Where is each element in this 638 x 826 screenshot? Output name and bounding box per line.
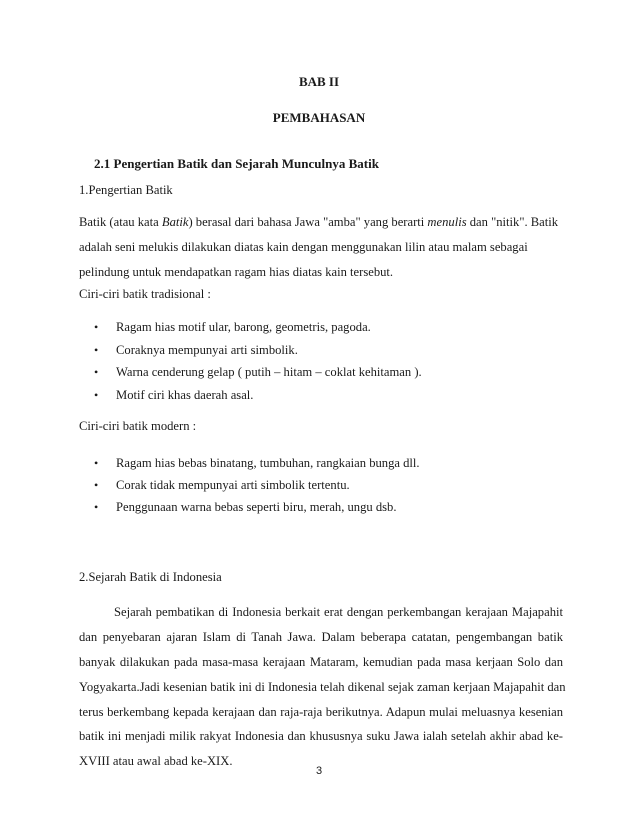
- list-item: • Warna cenderung gelap ( putih – hitam – coklat kehitaman ).: [94, 365, 422, 379]
- paragraph-line: dan penyebaran ajaran Islam di Tanah Jawa. Dalam beberapa catatan, pengembangan batik: [79, 630, 563, 644]
- intro-line-3: pelindung untuk mendapatkan ragam hias diatas kain tersebut.: [79, 265, 394, 279]
- paragraph-line: batik ini menjadi milik rakyat Indonesia dan khususnya suku Jawa ialah setelah akhir abad ke-: [79, 729, 563, 743]
- list-item: • Ragam hias motif ular, barong, geometris, pagoda.: [94, 320, 371, 334]
- bullet-icon: •: [94, 478, 99, 492]
- bullet-icon: •: [94, 456, 99, 470]
- list-item: • Ragam hias bebas binatang, tumbuhan, rangkaian bunga dll.: [94, 456, 420, 470]
- section-title: PEMBAHASAN: [272, 110, 366, 125]
- modern-label: Ciri-ciri batik modern :: [79, 419, 197, 433]
- paragraph-line: Yogyakarta.Jadi kesenian batik ini di Indonesia telah dikenal sejak zaman kerjaan Majapahit dan: [79, 680, 566, 694]
- traditional-label: Ciri-ciri batik tradisional :: [79, 287, 211, 301]
- list-item: • Coraknya mempunyai arti simbolik.: [94, 343, 298, 357]
- list-item: • Corak tidak mempunyai arti simbolik tertentu.: [94, 478, 350, 492]
- bullet-icon: •: [94, 388, 99, 402]
- paragraph-line: banyak dilakukan pada masa-masa kerajaan Mataram, kemudian pada masa kerjaan Solo dan: [79, 655, 563, 669]
- paragraph-line: Sejarah pembatikan di Indonesia berkait erat dengan perkembangan kerajaan Majapahit: [114, 605, 563, 619]
- page-number: 3: [315, 765, 323, 777]
- bullet-icon: •: [94, 320, 99, 334]
- bullet-icon: •: [94, 500, 99, 514]
- paragraph-line: XVIII atau awal abad ke-XIX.: [79, 754, 233, 768]
- bullet-icon: •: [94, 365, 99, 379]
- list-item: • Penggunaan warna bebas seperti biru, merah, ungu dsb.: [94, 500, 397, 514]
- paragraph-line: terus berkembang kepada kerajaan dan raja-raja berikutnya. Adapun mulai meluasnya kesenian: [79, 705, 563, 719]
- pengertian-heading: 1.Pengertian Batik: [79, 183, 173, 197]
- bullet-icon: •: [94, 343, 99, 357]
- intro-line-1: Batik (atau kata Batik) berasal dari bahasa Jawa "amba" yang berarti menulis dan "nitik". Batik: [79, 215, 559, 229]
- intro-line-2: adalah seni melukis dilakukan diatas kain dengan menggunakan lilin atau malam sebagai: [79, 240, 528, 254]
- list-item: • Motif ciri khas daerah asal.: [94, 388, 254, 402]
- chapter-heading: BAB II: [298, 74, 340, 89]
- subsection-heading: 2.1 Pengertian Batik dan Sejarah Munculnya Batik: [94, 156, 379, 171]
- sejarah-heading: 2.Sejarah Batik di Indonesia: [79, 570, 222, 584]
